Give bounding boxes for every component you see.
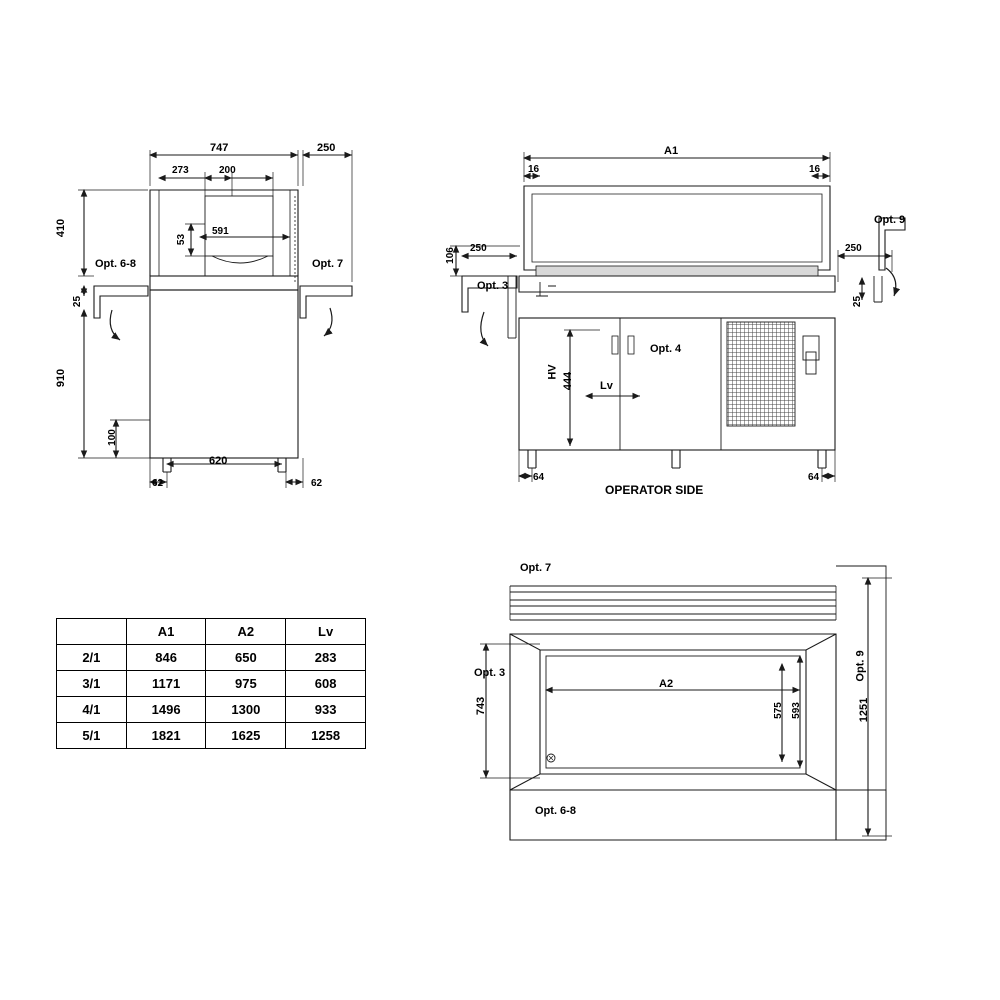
dim-25-front: 25 — [852, 295, 864, 308]
dim-64-left: 64 — [533, 472, 545, 483]
cell-a1: 846 — [126, 645, 206, 671]
label-opt-6-8-top: Opt. 6-8 — [535, 805, 576, 817]
dim-100: 100 — [106, 429, 118, 446]
col-lv: Lv — [286, 619, 366, 645]
dim-16-right: 16 — [809, 164, 821, 175]
cell-a2: 1625 — [206, 723, 286, 749]
dim-273: 273 — [172, 165, 189, 176]
table-row — [57, 645, 366, 671]
cell-a2: 1300 — [206, 697, 286, 723]
cell-a1: 1496 — [126, 697, 206, 723]
dim-64-right: 64 — [808, 472, 820, 483]
cell-model: 2/1 — [57, 645, 127, 671]
dim-lv: Lv — [600, 380, 613, 392]
dim-25-side: 25 — [72, 295, 84, 308]
table-row — [57, 671, 366, 697]
col-a1: A1 — [126, 619, 206, 645]
dim-575: 575 — [772, 702, 784, 719]
dim-620: 620 — [209, 455, 228, 467]
cell-model: 3/1 — [57, 671, 127, 697]
dim-a1: A1 — [664, 145, 679, 157]
cell-model: 5/1 — [57, 723, 127, 749]
col-model — [57, 619, 127, 645]
dim-591: 591 — [212, 226, 229, 237]
dim-200: 200 — [219, 165, 236, 176]
label-opt-6-8-side: Opt. 6-8 — [95, 258, 136, 270]
label-operator-side: OPERATOR SIDE — [605, 483, 704, 497]
cell-a2: 975 — [206, 671, 286, 697]
table-header-row — [57, 619, 366, 645]
cell-model: 4/1 — [57, 697, 127, 723]
table-row — [57, 697, 366, 723]
dim-53: 53 — [176, 233, 188, 246]
dim-hv: HV — [546, 364, 559, 380]
dim-a2: A2 — [659, 678, 674, 690]
label-opt-9-top: Opt. 9 — [854, 650, 867, 682]
dim-250-side: 250 — [317, 142, 336, 154]
dim-250-right: 250 — [845, 243, 862, 254]
cell-lv: 608 — [286, 671, 366, 697]
cell-a1: 1821 — [126, 723, 206, 749]
cell-a2: 650 — [206, 645, 286, 671]
dim-250-left: 250 — [470, 243, 487, 254]
dim-62-left: 62 — [152, 478, 164, 489]
table-row — [57, 723, 366, 749]
label-opt-3-top: Opt. 3 — [474, 667, 506, 679]
cell-lv: 1258 — [286, 723, 366, 749]
dim-910: 910 — [55, 368, 68, 388]
col-a2: A2 — [206, 619, 286, 645]
dim-743: 743 — [475, 696, 488, 716]
dim-62-right: 62 — [311, 478, 323, 489]
label-opt-7-side: Opt. 7 — [312, 258, 344, 270]
dim-106: 106 — [444, 247, 456, 264]
label-opt-7-top: Opt. 7 — [520, 562, 552, 574]
dim-593: 593 — [790, 702, 802, 719]
label-opt-3-front: Opt. 3 — [477, 280, 509, 292]
cell-lv: 283 — [286, 645, 366, 671]
cell-lv: 933 — [286, 697, 366, 723]
dim-444: 444 — [562, 371, 575, 391]
label-opt-9-front: Opt. 9 — [874, 214, 906, 226]
label-opt-4: Opt. 4 — [650, 343, 682, 355]
dim-1251: 1251 — [858, 697, 871, 723]
dim-410: 410 — [55, 218, 68, 238]
cell-a1: 1171 — [126, 671, 206, 697]
dimension-table — [56, 618, 366, 749]
dim-747: 747 — [210, 142, 229, 154]
dim-16-left: 16 — [528, 164, 540, 175]
